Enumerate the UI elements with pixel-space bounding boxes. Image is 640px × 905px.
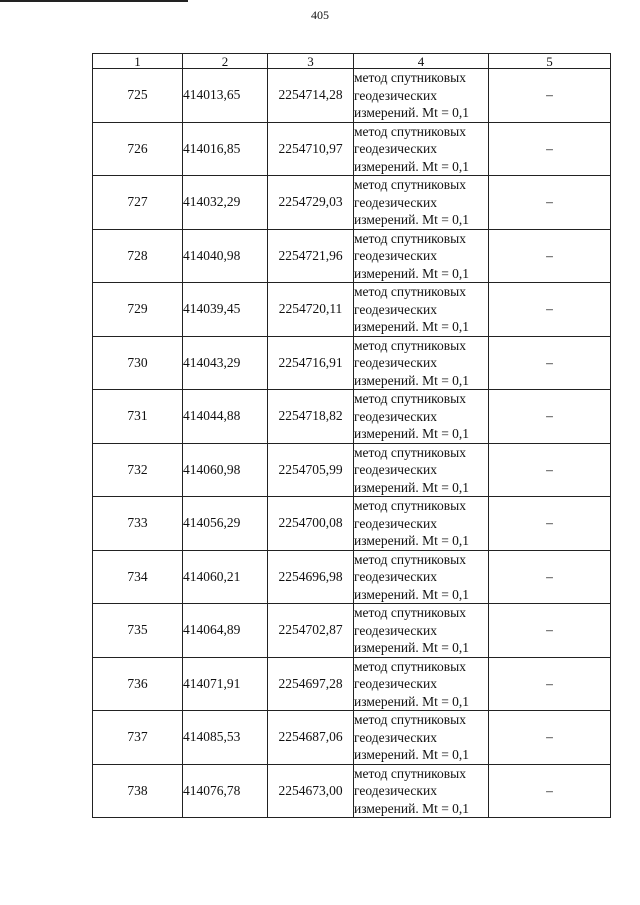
table-row xyxy=(93,604,611,658)
error-cell: – xyxy=(489,283,611,337)
method-line-2: геодезических xyxy=(354,194,437,210)
coord-y: 2254673,00 xyxy=(268,764,354,818)
method-cell xyxy=(354,336,489,390)
method-line-3: измерений. Mt = 0,1 xyxy=(354,533,470,548)
coord-y: 2254696,98 xyxy=(268,550,354,604)
coord-x: 414040,98 xyxy=(183,229,268,283)
coord-x: 414085,53 xyxy=(183,711,268,765)
point-number: 735 xyxy=(93,604,183,658)
top-rule xyxy=(0,0,188,2)
point-number: 726 xyxy=(93,122,183,176)
method-cell xyxy=(354,229,489,283)
coord-x: 414013,65 xyxy=(183,69,268,123)
coord-x: 414032,29 xyxy=(183,176,268,230)
method-line-1: метод спутниковых xyxy=(354,123,466,139)
method-line-1: метод спутниковых xyxy=(354,765,466,781)
error-cell: – xyxy=(489,69,611,123)
method-cell xyxy=(354,497,489,551)
point-number: 725 xyxy=(93,69,183,123)
method-line-1: метод спутниковых xyxy=(354,177,466,192)
point-number: 727 xyxy=(93,176,183,230)
method-cell xyxy=(354,711,489,765)
table-row xyxy=(93,390,611,444)
method-line-2: геодезических xyxy=(354,248,437,263)
method-line-2: геодезических xyxy=(354,729,437,745)
point-number: 732 xyxy=(93,443,183,497)
point-number: 728 xyxy=(93,229,183,283)
method-line-3: измерений. Mt = 0,1 xyxy=(354,586,470,602)
coord-y: 2254702,87 xyxy=(268,604,354,658)
point-number: 737 xyxy=(93,711,183,765)
method-line-1: метод спутниковых xyxy=(354,70,466,85)
method-line-2: геодезических xyxy=(354,408,437,424)
method-line-2: геодезических xyxy=(354,301,437,317)
coord-y: 2254718,82 xyxy=(268,390,354,444)
header-col-5: 5 xyxy=(489,54,611,69)
header-row xyxy=(93,54,611,69)
table-row xyxy=(93,336,611,390)
point-number: 733 xyxy=(93,497,183,551)
coord-y: 2254729,03 xyxy=(268,176,354,230)
coord-x: 414060,98 xyxy=(183,443,268,497)
header-col-1: 1 xyxy=(93,54,183,69)
error-cell: – xyxy=(489,390,611,444)
coord-y: 2254714,28 xyxy=(268,69,354,123)
table-row xyxy=(93,657,611,711)
method-cell xyxy=(354,176,489,230)
error-cell: – xyxy=(489,443,611,497)
method-line-3: измерений. Mt = 0,1 xyxy=(354,640,470,655)
method-line-3: измерений. Mt = 0,1 xyxy=(354,212,470,227)
table-row xyxy=(93,497,611,551)
coord-y: 2254721,96 xyxy=(268,229,354,283)
coord-x: 414064,89 xyxy=(183,604,268,658)
table-row xyxy=(93,711,611,765)
table-row xyxy=(93,283,611,337)
point-number: 730 xyxy=(93,336,183,390)
header-col-2: 2 xyxy=(183,54,268,69)
method-line-3: измерений. Mt = 0,1 xyxy=(354,693,470,709)
coordinates-table xyxy=(92,53,611,818)
coord-x: 414056,29 xyxy=(183,497,268,551)
method-cell xyxy=(354,390,489,444)
point-number: 736 xyxy=(93,657,183,711)
method-cell xyxy=(354,604,489,658)
coord-x: 414060,21 xyxy=(183,550,268,604)
coord-y: 2254716,91 xyxy=(268,336,354,390)
table-row xyxy=(93,229,611,283)
method-cell xyxy=(354,69,489,123)
error-cell: – xyxy=(489,497,611,551)
page-number: 405 xyxy=(311,8,329,22)
method-line-3: измерений. Mt = 0,1 xyxy=(354,265,470,281)
method-line-3: измерений. Mt = 0,1 xyxy=(354,319,470,334)
error-cell: – xyxy=(489,764,611,818)
header-col-3: 3 xyxy=(268,54,354,69)
method-line-2: геодезических xyxy=(354,783,437,798)
table-row xyxy=(93,69,611,123)
method-line-1: метод спутниковых xyxy=(354,605,466,620)
point-number: 734 xyxy=(93,550,183,604)
point-number: 729 xyxy=(93,283,183,337)
method-cell xyxy=(354,122,489,176)
method-line-1: метод спутниковых xyxy=(354,284,466,299)
error-cell: – xyxy=(489,711,611,765)
method-line-3: измерений. Mt = 0,1 xyxy=(354,426,470,441)
coord-y: 2254705,99 xyxy=(268,443,354,497)
table-row xyxy=(93,550,611,604)
header-col-4: 4 xyxy=(354,54,489,69)
coord-x: 414076,78 xyxy=(183,764,268,818)
method-line-1: метод спутниковых xyxy=(354,712,466,727)
error-cell: – xyxy=(489,336,611,390)
method-line-3: измерений. Mt = 0,1 xyxy=(354,479,470,495)
error-cell: – xyxy=(489,176,611,230)
error-cell: – xyxy=(489,229,611,283)
method-line-2: геодезических xyxy=(354,462,437,477)
method-cell xyxy=(354,657,489,711)
table-row xyxy=(93,176,611,230)
coord-x: 414071,91 xyxy=(183,657,268,711)
method-line-3: измерений. Mt = 0,1 xyxy=(354,105,470,120)
table-header xyxy=(93,54,611,69)
method-line-1: метод спутниковых xyxy=(354,444,466,460)
method-line-2: геодезических xyxy=(354,355,437,370)
coord-y: 2254700,08 xyxy=(268,497,354,551)
coord-x: 414044,88 xyxy=(183,390,268,444)
method-cell xyxy=(354,764,489,818)
coord-y: 2254687,06 xyxy=(268,711,354,765)
table-row xyxy=(93,764,611,818)
coord-x: 414016,85 xyxy=(183,122,268,176)
table-row xyxy=(93,443,611,497)
point-number: 738 xyxy=(93,764,183,818)
method-cell xyxy=(354,283,489,337)
method-line-1: метод спутниковых xyxy=(354,498,466,513)
point-number: 731 xyxy=(93,390,183,444)
method-line-1: метод спутниковых xyxy=(354,551,466,567)
error-cell: – xyxy=(489,657,611,711)
table-row xyxy=(93,122,611,176)
method-line-2: геодезических xyxy=(354,515,437,531)
method-line-1: метод спутниковых xyxy=(354,391,466,406)
method-cell xyxy=(354,550,489,604)
method-line-2: геодезических xyxy=(354,141,437,156)
coord-y: 2254697,28 xyxy=(268,657,354,711)
method-line-2: геодезических xyxy=(354,569,437,584)
method-line-2: геодезических xyxy=(354,87,437,103)
method-line-3: измерений. Mt = 0,1 xyxy=(354,747,470,762)
coord-y: 2254710,97 xyxy=(268,122,354,176)
method-line-3: измерений. Mt = 0,1 xyxy=(354,800,470,816)
method-line-2: геодезических xyxy=(354,622,437,638)
coord-x: 414039,45 xyxy=(183,283,268,337)
error-cell: – xyxy=(489,122,611,176)
method-cell xyxy=(354,443,489,497)
coord-x: 414043,29 xyxy=(183,336,268,390)
table-body xyxy=(93,69,611,818)
method-line-2: геодезических xyxy=(354,676,437,691)
error-cell: – xyxy=(489,604,611,658)
method-line-3: измерений. Mt = 0,1 xyxy=(354,372,470,388)
method-line-1: метод спутниковых xyxy=(354,337,466,353)
method-line-1: метод спутниковых xyxy=(354,230,466,246)
coord-y: 2254720,11 xyxy=(268,283,354,337)
method-line-1: метод спутниковых xyxy=(354,658,466,674)
method-line-3: измерений. Mt = 0,1 xyxy=(354,158,470,174)
error-cell: – xyxy=(489,550,611,604)
